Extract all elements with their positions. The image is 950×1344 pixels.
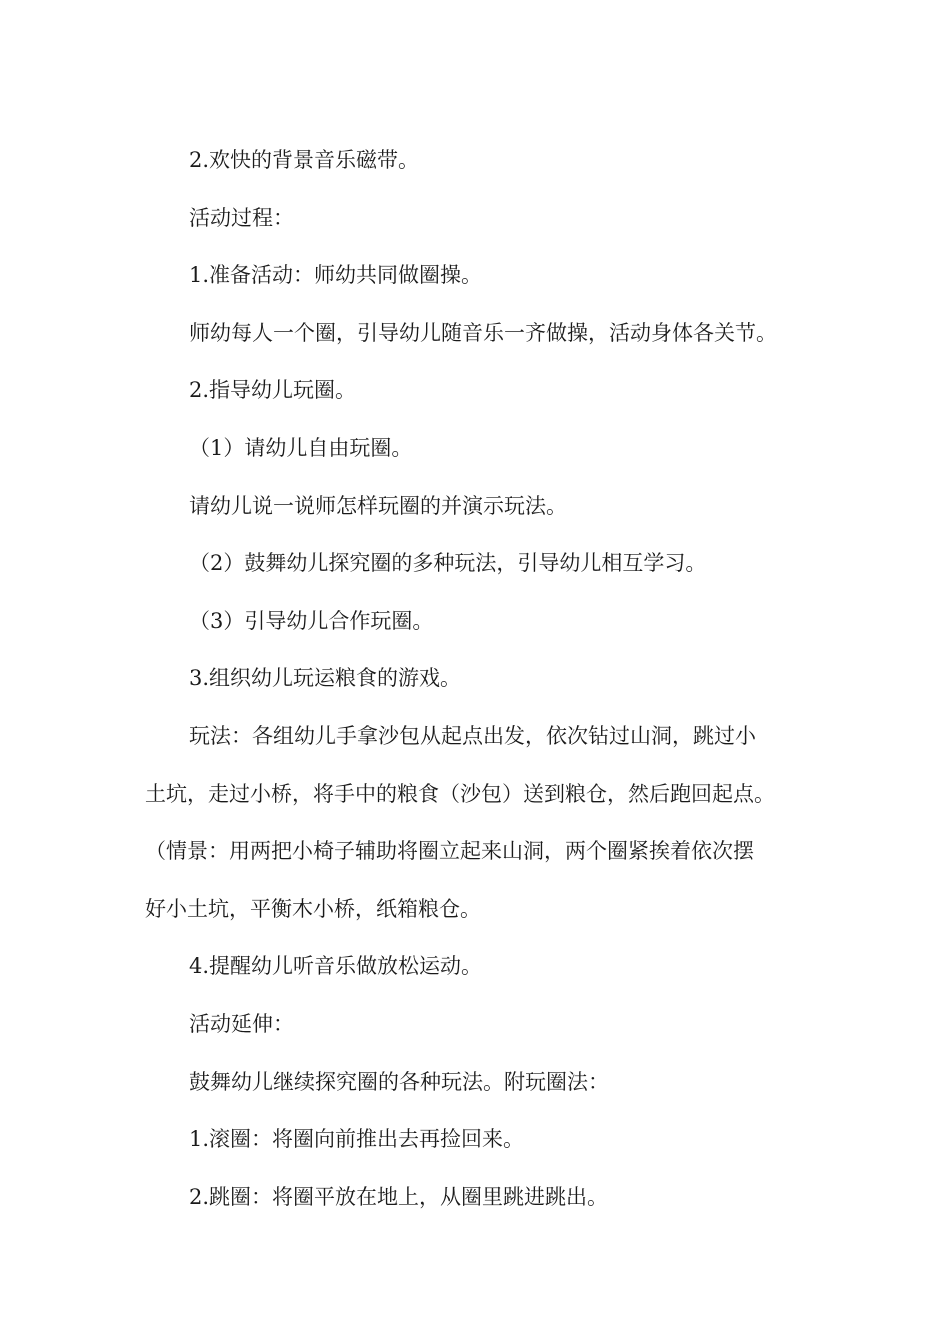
paragraph-step-2-2: （2）鼓舞幼儿探究圈的多种玩法，引导幼儿相互学习。: [189, 551, 707, 576]
paragraph-game-rules: [145, 708, 825, 938]
rules-line: 玩法：各组幼儿手拿沙包从起点出发，依次钻过山洞，跳过小: [189, 723, 756, 748]
heading-activity-extension: 活动延伸：: [189, 1011, 294, 1036]
heading-activity-process: 活动过程：: [189, 205, 294, 230]
paragraph-step-1-detail: 师幼每人一个圈，引导幼儿随音乐一齐做操，活动身体各关节。: [189, 320, 777, 345]
paragraph-step-4: 4.提醒幼儿听音乐做放松运动。: [189, 954, 483, 979]
paragraph-method-1: 1.滚圈：将圈向前推出去再捡回来。: [189, 1127, 525, 1152]
paragraph-step-2: 2.指导幼儿玩圈。: [189, 378, 357, 403]
paragraph-step-2-3: （3）引导幼儿合作玩圈。: [189, 608, 434, 633]
paragraph-extension-detail: 鼓舞幼儿继续探究圈的各种玩法。附玩圈法：: [189, 1069, 609, 1094]
paragraph-step-2-1-detail: 请幼儿说一说师怎样玩圈的并演示玩法。: [189, 493, 567, 518]
rules-line: 好小土坑，平衡木小桥，纸箱粮仓。: [145, 896, 481, 921]
rules-line: 土坑，走过小桥，将手中的粮食（沙包）送到粮仓，然后跑回起点。: [145, 781, 775, 806]
paragraph-materials-music: 2.欢快的背景音乐磁带。: [189, 148, 420, 172]
paragraph-method-2: 2.跳圈：将圈平放在地上，从圈里跳进跳出。: [189, 1184, 609, 1209]
document-body: [145, 132, 825, 1226]
paragraph-step-3: 3.组织幼儿玩运粮食的游戏。: [189, 666, 462, 691]
paragraph-step-1: 1.准备活动：师幼共同做圈操。: [189, 263, 483, 288]
rules-line: （情景：用两把小椅子辅助将圈立起来山洞，两个圈紧挨着依次摆: [145, 839, 754, 864]
paragraph-step-2-1: （1）请幼儿自由玩圈。: [189, 435, 413, 460]
